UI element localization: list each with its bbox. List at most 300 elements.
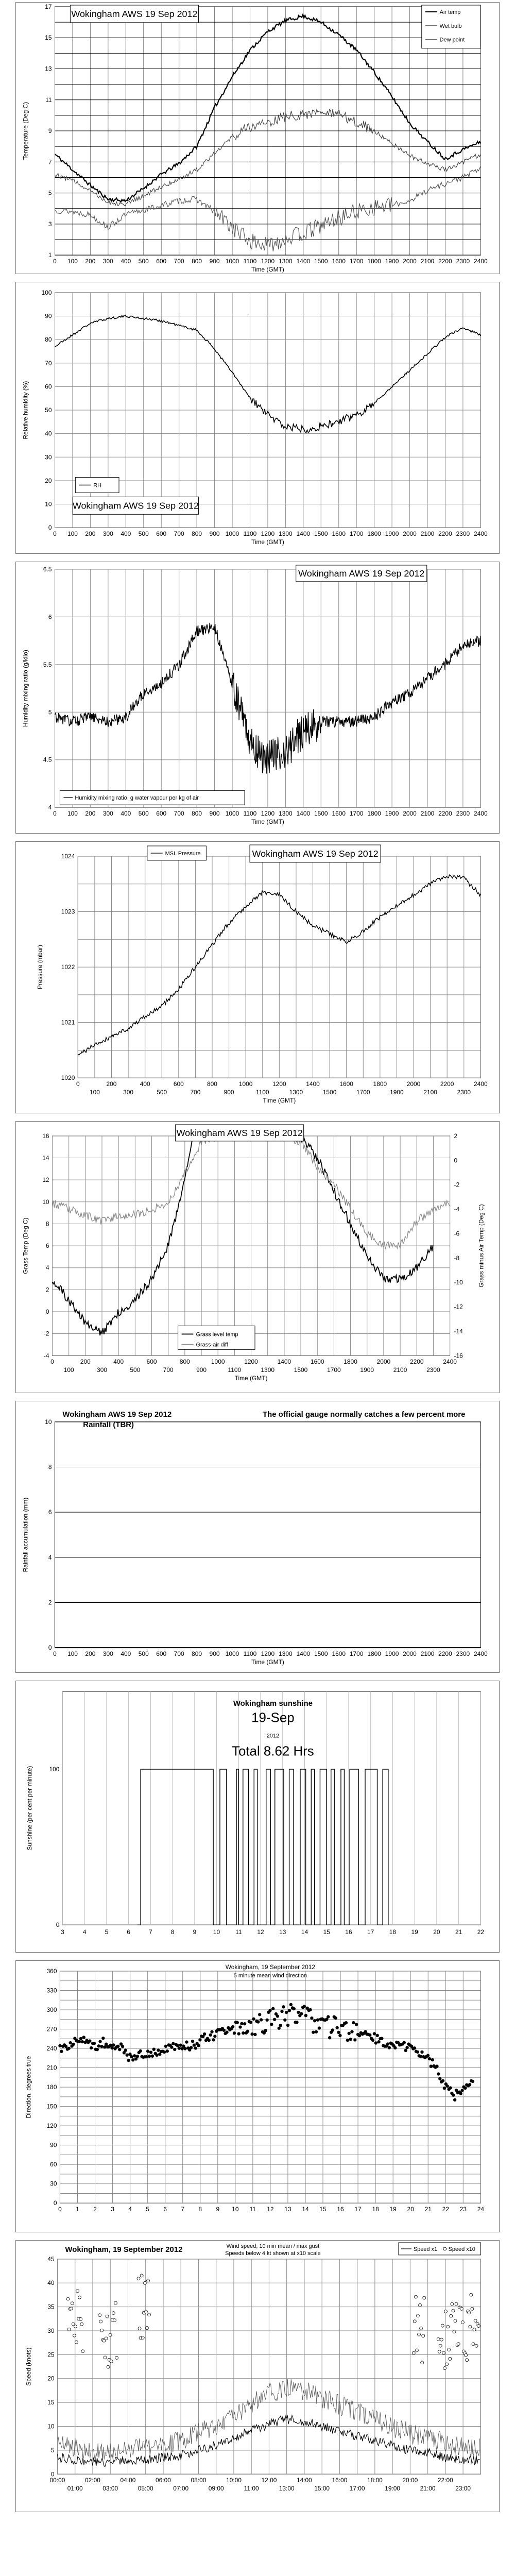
- direction-point: [209, 2033, 212, 2037]
- direction-point: [268, 2009, 271, 2012]
- legend-entry: Speed x1: [413, 2246, 438, 2252]
- x-tick-label: 2100: [420, 1650, 435, 1658]
- y-tick-label: 330: [46, 1987, 57, 1994]
- x-tick-label: 1100: [243, 810, 257, 818]
- chart-title: Wokingham AWS 19 Sep 2012: [71, 8, 198, 19]
- x-tick-label: 6: [163, 2206, 167, 2213]
- x-tick-label: 18: [389, 1928, 397, 1936]
- speed-x10-point: [453, 2330, 456, 2333]
- x-tick-label: 1900: [385, 530, 399, 538]
- speed-x10-point: [471, 2307, 474, 2310]
- x-tick-label-minor: 1900: [360, 1366, 374, 1374]
- x-tick-label: 2300: [456, 1650, 470, 1658]
- y-tick-label: 1023: [61, 908, 75, 916]
- direction-point: [173, 2048, 176, 2051]
- direction-point: [353, 2038, 356, 2041]
- x-tick-label-major: 14:00: [296, 2477, 312, 2484]
- speed-x10-point: [418, 2333, 421, 2336]
- x-tick-label: 200: [85, 530, 96, 538]
- speed-x10-point: [438, 2350, 441, 2353]
- x-tick-label: 100: [67, 810, 78, 818]
- x-tick-label: 5: [146, 2206, 149, 2213]
- y-tick-label: 25: [47, 2351, 55, 2359]
- speed-x10-point: [447, 2325, 450, 2328]
- x-tick-label: 16: [345, 1928, 352, 1936]
- x-tick-label-major: 2200: [440, 1080, 454, 1088]
- y-tick-label: 15: [47, 2399, 55, 2406]
- x-tick-label: 500: [138, 258, 149, 265]
- y2-tick-label: -14: [454, 1327, 463, 1335]
- x-tick-label: 1600: [332, 810, 346, 818]
- y-tick-label: 150: [46, 2103, 57, 2110]
- x-tick-label: 2200: [438, 258, 452, 265]
- x-tick-label: 1700: [349, 1650, 364, 1658]
- x-tick-label-major: 1400: [306, 1080, 320, 1088]
- direction-point: [197, 2044, 200, 2047]
- x-tick-label: 500: [138, 530, 149, 538]
- wind-direction-chart: [16, 1961, 499, 2232]
- y2-tick-label: -8: [454, 1254, 460, 1262]
- x-tick-label-major: 2200: [409, 1358, 424, 1366]
- direction-point: [249, 2021, 252, 2024]
- x-tick-label: 24: [477, 2206, 484, 2213]
- temperature-chart: [16, 3, 499, 274]
- x-tick-label: 14: [302, 2206, 309, 2213]
- x-tick-label: 300: [102, 1650, 113, 1658]
- y-tick-label: 0: [56, 1921, 60, 1929]
- direction-point: [404, 2049, 407, 2052]
- direction-point: [368, 2033, 371, 2037]
- direction-point: [155, 2054, 158, 2057]
- x-tick-label-minor: 1100: [228, 1366, 242, 1374]
- speed-x10-point: [415, 2349, 418, 2352]
- direction-point: [96, 2048, 99, 2051]
- x-tick-label: 1400: [296, 810, 311, 818]
- x-tick-label: 100: [67, 530, 78, 538]
- y-tick-label: 120: [46, 2122, 57, 2130]
- direction-point: [183, 2047, 186, 2050]
- direction-point: [264, 2029, 267, 2032]
- direction-point: [124, 2048, 127, 2052]
- x-tick-label: 1500: [314, 530, 328, 538]
- chart-title: Wokingham AWS 19 Sep 2012: [176, 1127, 303, 1138]
- speed-x10-point: [145, 2327, 148, 2330]
- x-tick-label: 23: [459, 2206, 467, 2213]
- y-tick-label: 45: [47, 2255, 55, 2263]
- direction-point: [273, 2018, 276, 2021]
- y-tick-label: 15: [45, 34, 52, 42]
- y-tick-label: 6: [48, 613, 52, 621]
- humidity-chart: [16, 282, 499, 553]
- sunshine-chart: [16, 1681, 499, 1952]
- speed-x10-point: [106, 2315, 109, 2318]
- x-tick-label-major: 800: [207, 1080, 217, 1088]
- speed-x10-point: [422, 2334, 425, 2337]
- speed-x10-point: [413, 2320, 416, 2323]
- x-tick-label: 2000: [403, 810, 417, 818]
- direction-point: [430, 2064, 433, 2067]
- speed-x10-point: [473, 2328, 476, 2331]
- y-tick-label: 10: [45, 500, 52, 508]
- x-tick-label: 12: [267, 2206, 274, 2213]
- direction-point: [348, 2032, 351, 2035]
- chart-title: Wokingham AWS 19 Sep 2012: [62, 1410, 172, 1419]
- direction-point: [315, 2030, 318, 2033]
- direction-point: [210, 2030, 213, 2033]
- y-tick-label: 60: [50, 2161, 57, 2168]
- x-tick-label: 1300: [279, 258, 293, 265]
- pressure-chart-panel: [15, 841, 500, 1113]
- x-tick-label: 400: [121, 1650, 131, 1658]
- direction-point: [386, 2042, 389, 2045]
- x-tick-label: 1600: [332, 1650, 346, 1658]
- x-tick-label: 1200: [261, 530, 275, 538]
- direction-point: [327, 2015, 330, 2018]
- legend-entry: Humidity mixing ratio, g water vapour per kg of air: [75, 795, 199, 802]
- x-tick-label-minor: 500: [157, 1089, 167, 1096]
- x-tick-label-major: 200: [80, 1358, 91, 1366]
- direction-point: [100, 2045, 103, 2048]
- y-tick-label: 240: [46, 2045, 57, 2053]
- wind-direction-chart-panel: [15, 1960, 500, 2232]
- y-axis-label: Direction, degrees true: [25, 2056, 32, 2119]
- x-tick-label: 600: [156, 530, 167, 538]
- x-tick-label: 2100: [420, 530, 435, 538]
- direction-point: [163, 2050, 166, 2054]
- x-tick-label-major: 0: [50, 1358, 54, 1366]
- direction-point: [231, 2025, 234, 2028]
- y-tick-label: 10: [42, 1198, 49, 1206]
- direction-point: [260, 2018, 263, 2021]
- y-tick-label: 50: [45, 406, 52, 414]
- y-tick-label: 13: [45, 65, 52, 73]
- direction-point: [131, 2058, 134, 2061]
- direction-point: [146, 2049, 149, 2053]
- x-tick-label: 1600: [332, 258, 346, 265]
- y-tick-label: 6.5: [43, 565, 52, 573]
- y-tick-label: 11: [45, 96, 52, 104]
- direction-point: [312, 2030, 315, 2033]
- x-tick-label: 2400: [474, 810, 488, 818]
- direction-point: [435, 2064, 438, 2067]
- direction-point: [240, 2022, 243, 2025]
- legend-entry: Grass-air diff: [196, 1342, 228, 1348]
- speed-x10-point: [443, 2367, 447, 2370]
- x-tick-label-minor: 05:00: [138, 2485, 153, 2493]
- x-tick-label-major: 00:00: [49, 2477, 65, 2484]
- x-tick-label: 1300: [279, 810, 293, 818]
- direction-point: [276, 2014, 279, 2018]
- direction-point: [157, 2048, 160, 2052]
- direction-point: [446, 2084, 449, 2088]
- legend-entry: Wet bulb: [439, 23, 462, 29]
- x-tick-label: 2: [93, 2206, 97, 2213]
- direction-point: [252, 2018, 255, 2021]
- speed-x10-point: [71, 2302, 74, 2305]
- x-tick-label: 100: [67, 1650, 78, 1658]
- x-tick-label-minor: 500: [130, 1366, 141, 1374]
- x-tick-label-minor: 1900: [390, 1089, 404, 1096]
- y-tick-label: 5: [48, 708, 52, 716]
- x-tick-label-major: 400: [113, 1358, 124, 1366]
- direction-point: [93, 2042, 96, 2045]
- y-tick-label: 8: [48, 1463, 52, 1471]
- direction-point: [191, 2040, 194, 2043]
- x-tick-label: 14: [301, 1928, 308, 1936]
- x-tick-label: 17: [354, 2206, 362, 2213]
- direction-point: [250, 2032, 253, 2036]
- speed-x10-point: [105, 2337, 108, 2340]
- x-tick-label: 500: [138, 1650, 149, 1658]
- x-tick-label: 0: [53, 1650, 57, 1658]
- direction-point: [283, 2019, 286, 2022]
- y-axis-label: Relative humidity (%): [22, 381, 29, 439]
- x-tick-label: 2300: [456, 810, 470, 818]
- x-tick-label: 6: [127, 1928, 130, 1936]
- y2-tick-label: -6: [454, 1230, 460, 1238]
- speed-x10-point: [419, 2303, 422, 2307]
- speed-x10-point: [141, 2336, 144, 2339]
- x-tick-label: 2200: [438, 530, 452, 538]
- x-tick-label: 800: [192, 1650, 202, 1658]
- direction-point: [335, 2026, 338, 2029]
- x-tick-label: 7: [181, 2206, 185, 2213]
- mixing-ratio-chart-panel: [15, 562, 500, 834]
- y-axis-label: Temperature (Deg C): [22, 101, 29, 160]
- direction-point: [318, 2026, 321, 2029]
- x-tick-label-minor: 900: [224, 1089, 234, 1096]
- speed-x10-point: [148, 2313, 151, 2316]
- x-tick-label-major: 16:00: [332, 2477, 348, 2484]
- speed-x10-point: [465, 2353, 468, 2357]
- direction-point: [101, 2037, 105, 2040]
- speed-x10-point: [437, 2337, 440, 2341]
- y-axis-label: Rainfall accumulation (mm): [22, 1497, 29, 1572]
- direction-point: [193, 2043, 196, 2046]
- x-tick-label: 22: [477, 1928, 484, 1936]
- speed-x10-point: [444, 2310, 448, 2313]
- x-tick-label: 800: [192, 810, 202, 818]
- x-tick-label-major: 06:00: [156, 2477, 171, 2484]
- x-tick-label: 2200: [438, 810, 452, 818]
- speed-x10-point: [110, 2360, 113, 2363]
- x-tick-label-minor: 03:00: [102, 2485, 118, 2493]
- y-tick-label: 6: [45, 1242, 49, 1250]
- y2-tick-label: 0: [454, 1157, 458, 1164]
- y2-tick-label: -10: [454, 1279, 463, 1286]
- direction-point: [349, 2038, 352, 2041]
- direction-point: [121, 2045, 124, 2048]
- x-tick-label: 1800: [367, 258, 381, 265]
- sunshine-chart-panel: [15, 1681, 500, 1953]
- direction-point: [203, 2032, 206, 2036]
- y-tick-label: 0: [50, 2470, 55, 2478]
- x-tick-label: 1900: [385, 810, 399, 818]
- x-tick-label: 1900: [385, 1650, 399, 1658]
- x-tick-label-major: 2400: [474, 1080, 488, 1088]
- x-tick-label-major: 1800: [373, 1080, 387, 1088]
- speed-x10-point: [76, 2290, 79, 2293]
- direction-point: [289, 2003, 293, 2006]
- wind-speed-chart-panel: [15, 2240, 500, 2512]
- x-axis-label: Time (GMT): [251, 818, 284, 826]
- y-tick-label: 16: [42, 1132, 49, 1140]
- x-tick-label: 8: [198, 2206, 202, 2213]
- x-tick-label: 400: [121, 810, 131, 818]
- x-tick-label-minor: 17:00: [349, 2485, 365, 2493]
- speed-x10-point: [73, 2334, 76, 2337]
- y2-axis-label: Grass minus Air Temp (Deg C): [477, 1204, 485, 1287]
- direction-point: [437, 2072, 440, 2075]
- direction-point: [286, 2024, 289, 2027]
- direction-point: [98, 2040, 101, 2043]
- speed-x10-point: [445, 2363, 449, 2366]
- x-tick-label-major: 18:00: [367, 2477, 383, 2484]
- x-tick-label: 13: [279, 1928, 286, 1936]
- x-tick-label-major: 04:00: [120, 2477, 136, 2484]
- plot-area: [62, 1691, 480, 1925]
- chart-title: Wokingham AWS 19 Sep 2012: [252, 848, 379, 859]
- speed-x10-point: [423, 2296, 426, 2299]
- speed-x10-point: [414, 2295, 417, 2298]
- x-tick-label: 20: [407, 2206, 414, 2213]
- direction-point: [376, 2034, 379, 2037]
- y-tick-label: 10: [45, 1418, 52, 1426]
- x-tick-label: 22: [442, 2206, 449, 2213]
- x-tick-label-major: 1400: [277, 1358, 291, 1366]
- speed-x10-point: [143, 2281, 146, 2284]
- y-tick-label: 35: [47, 2303, 55, 2311]
- direction-point: [97, 2044, 100, 2047]
- y-tick-label: 60: [45, 383, 52, 391]
- x-tick-label-major: 1800: [344, 1358, 357, 1366]
- x-tick-label: 5: [105, 1928, 109, 1936]
- direction-point: [297, 2011, 300, 2014]
- direction-point: [222, 2029, 226, 2032]
- speed-x10-point: [416, 2314, 419, 2317]
- direction-point: [371, 2039, 374, 2042]
- speed-x10-point: [114, 2301, 117, 2304]
- speed-x10-point: [147, 2279, 150, 2282]
- direction-point: [145, 2055, 148, 2058]
- direction-point: [403, 2041, 406, 2044]
- direction-point: [236, 2021, 239, 2024]
- speed-x10-point: [78, 2296, 81, 2299]
- speed-x10-point: [104, 2356, 107, 2359]
- x-tick-label: 100: [67, 258, 78, 265]
- speed-x10-point: [439, 2344, 442, 2347]
- x-tick-label-minor: 23:00: [455, 2485, 471, 2493]
- y-tick-label: 20: [47, 2375, 55, 2382]
- direction-point: [118, 2048, 121, 2051]
- speed-x10-point: [442, 2351, 445, 2354]
- direction-point: [170, 2045, 173, 2048]
- y-tick-label: 4: [48, 1553, 52, 1561]
- direction-point: [171, 2042, 175, 2045]
- speed-x10-point: [70, 2307, 73, 2310]
- speed-x10-point: [112, 2312, 115, 2315]
- direction-point: [190, 2046, 193, 2049]
- x-tick-label-minor: 2100: [423, 1089, 437, 1096]
- grass-temp-chart-panel: [15, 1121, 500, 1393]
- direction-point: [256, 2020, 260, 2023]
- direction-point: [328, 2036, 331, 2039]
- direction-point: [166, 2049, 169, 2053]
- x-tick-label-minor: 900: [196, 1366, 207, 1374]
- x-axis-label: Time (GMT): [234, 1375, 268, 1382]
- speed-x10-point: [440, 2338, 443, 2341]
- direction-point: [213, 2035, 216, 2038]
- x-tick-label: 19: [389, 2206, 397, 2213]
- temperature-chart-panel: [15, 2, 500, 274]
- x-tick-label: 0: [58, 2206, 62, 2213]
- y-tick-label: 360: [46, 1967, 57, 1975]
- x-tick-label: 15: [323, 1928, 330, 1936]
- x-tick-label: 2400: [474, 258, 488, 265]
- direction-point: [68, 2041, 72, 2044]
- x-tick-label: 0: [53, 258, 57, 265]
- x-tick-label-major: 20:00: [402, 2477, 418, 2484]
- x-tick-label-major: 800: [179, 1358, 190, 1366]
- direction-point: [271, 2007, 274, 2010]
- x-tick-label: 2400: [474, 530, 488, 538]
- x-tick-label: 1200: [261, 258, 275, 265]
- chart-title: Wokingham AWS 19 Sep 2012: [72, 500, 199, 511]
- speed-x10-point: [75, 2341, 78, 2344]
- direction-point: [79, 2037, 82, 2040]
- x-tick-label-major: 08:00: [191, 2477, 207, 2484]
- direction-point: [300, 2012, 303, 2015]
- speed-x10-point: [470, 2293, 473, 2296]
- speed-x10-point: [460, 2307, 463, 2310]
- x-tick-label: 700: [174, 1650, 184, 1658]
- direction-point: [358, 2034, 361, 2037]
- speed-x10-point: [474, 2319, 477, 2322]
- x-tick-label: 0: [53, 810, 57, 818]
- x-tick-label: 1500: [314, 258, 328, 265]
- y-tick-label: 0: [48, 1644, 52, 1652]
- y-axis-label: Humidity mixing ratio (g/kilo): [22, 650, 29, 727]
- direction-point: [460, 2089, 464, 2092]
- x-tick-label-minor: 2100: [393, 1366, 407, 1374]
- y-tick-label: -2: [43, 1330, 49, 1337]
- x-tick-label: 18: [372, 2206, 379, 2213]
- direction-point: [178, 2046, 181, 2049]
- x-tick-label: 17: [367, 1928, 374, 1936]
- direction-point: [233, 2031, 236, 2035]
- direction-point: [208, 2039, 211, 2042]
- speed-x10-point: [113, 2319, 116, 2322]
- x-tick-label: 2100: [420, 258, 435, 265]
- direction-point: [151, 2055, 154, 2058]
- chart-subtitle-date: 19-Sep: [251, 1710, 295, 1725]
- rainfall-chart-panel: [15, 1401, 500, 1673]
- chart-title: Wokingham, 19 September 2012: [225, 1963, 316, 1971]
- x-tick-label-major: 1600: [339, 1080, 353, 1088]
- x-tick-label: 4: [82, 1928, 87, 1936]
- speed-x10-point: [66, 2297, 70, 2300]
- direction-point: [103, 2045, 106, 2048]
- y-tick-label: 1020: [61, 1074, 75, 1082]
- direction-point: [116, 2045, 119, 2048]
- speed-x10-point: [477, 2325, 480, 2328]
- direction-point: [468, 2083, 471, 2086]
- x-axis-label: Time (GMT): [251, 538, 284, 546]
- x-tick-label-major: 1000: [238, 1080, 253, 1088]
- y-tick-label: 20: [45, 477, 52, 484]
- direction-point: [285, 2011, 288, 2014]
- y-tick-label: 4.5: [43, 756, 52, 764]
